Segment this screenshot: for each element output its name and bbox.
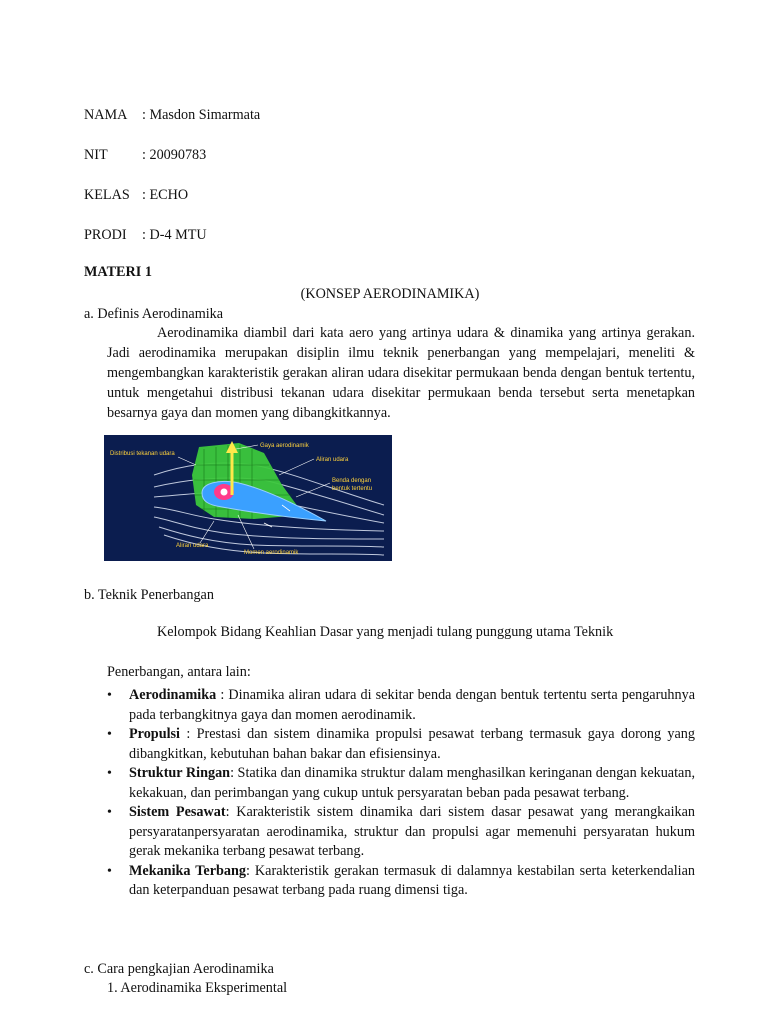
- label-benda-2: bentuk tertentu: [332, 486, 373, 492]
- bullet-icon: •: [107, 766, 112, 781]
- aerodynamics-figure: [104, 435, 392, 561]
- kelas-row: [84, 187, 188, 204]
- section-c-item-1: 1. Aerodinamika Eksperimental: [107, 980, 288, 996]
- section-c-heading: c. Cara pengkajian Aerodinamika: [84, 961, 274, 977]
- kelas-value: : ECHO: [142, 187, 189, 203]
- label-distribusi: Distribusi tekanan udara: [110, 451, 175, 457]
- nama-row: [84, 107, 260, 124]
- section-a-paragraph: Aerodinamika diambil dari kata aero yang artinya udara & dinamika yang artinya gerakan. Jadi aerodinamika merupakan disiplin ilmu teknik penerbangan yang mempelajari, meneliti & mengembangkan karakteristik gerakan aliran udara disekitar permukaan benda dengan bentuk tertentu, untuk mengetahui distribusi tekanan udara disekitar permukaan benda tersebut serta menetapkan besarnya gaya dan momen yang dibangkitkannya.: [107, 325, 695, 421]
- label-aliran-top: Aliran udara: [316, 457, 349, 463]
- list-item: • Struktur Ringan: Statika dan dinamika struktur dalam menghasilkan keringanan dengan kekuatan, kekakuan, dan perimbangan yang cukup untuk persyaratan beban pada pesawat terbang.: [107, 765, 695, 801]
- bullet-list: [107, 686, 695, 901]
- bullet-icon: •: [107, 727, 112, 742]
- kelas-label: KELAS: [84, 187, 130, 203]
- section-b-intro-1: Kelompok Bidang Keahlian Dasar yang menjadi tulang punggung utama Teknik: [157, 624, 614, 640]
- prodi-row: [84, 227, 207, 244]
- section-b-intro-2: Penerbangan, antara lain:: [107, 664, 251, 680]
- list-item: • Sistem Pesawat: Karakteristik sistem dinamika dari sistem dasar pesawat yang merangkaikan persyaratanpersyaratan aerodinamika, struktur dan propulsi agar memenuhi persyaratan hukum gerak mekanika terbang pesawat terbang.: [107, 804, 695, 859]
- prodi-label: PRODI: [84, 227, 127, 243]
- nit-value: : 20090783: [142, 147, 207, 163]
- nama-value: : Masdon Simarmata: [142, 107, 261, 123]
- aerodynamics-diagram: [104, 435, 392, 561]
- label-gaya: Gaya aerodinamik: [260, 443, 309, 449]
- nama-label: NAMA: [84, 107, 128, 123]
- bullet-icon: •: [107, 688, 112, 703]
- list-item: • Propulsi : Prestasi dan sistem dinamika propulsi pesawat terbang termasuk gaya dorong yang dibangkitkan, kebutuhan bahan bakar dan efisiensinya.: [107, 726, 695, 762]
- label-aliran-bottom: Aliran udara: [176, 543, 209, 549]
- nit-row: [84, 147, 206, 164]
- bullet-icon: •: [107, 863, 112, 879]
- nit-label: NIT: [84, 147, 108, 163]
- prodi-value: : D-4 MTU: [142, 227, 207, 243]
- section-b-heading: b. Teknik Penerbangan: [84, 587, 214, 603]
- list-item: • Aerodinamika : Dinamika aliran udara di sekitar benda dengan bentuk tertentu serta pengaruhnya pada terbangkitnya gaya dan momen aerodinamik.: [107, 687, 695, 723]
- bullet-icon: •: [107, 805, 112, 820]
- label-benda-1: Benda dengan: [332, 478, 372, 484]
- subtitle: (KONSEP AERODINAMIKA): [300, 286, 480, 302]
- label-momen: Momen aerodinamik: [244, 550, 299, 556]
- list-item: • Mekanika Terbang: Karakteristik gerakan termasuk di dalamnya kestabilan serta keterkendalian dan keterpanduan pesawat terbang pada ruang dimensi tiga.: [107, 862, 695, 898]
- section-a-heading: a. Definis Aerodinamika: [84, 306, 224, 322]
- materi-heading: MATERI 1: [84, 264, 152, 280]
